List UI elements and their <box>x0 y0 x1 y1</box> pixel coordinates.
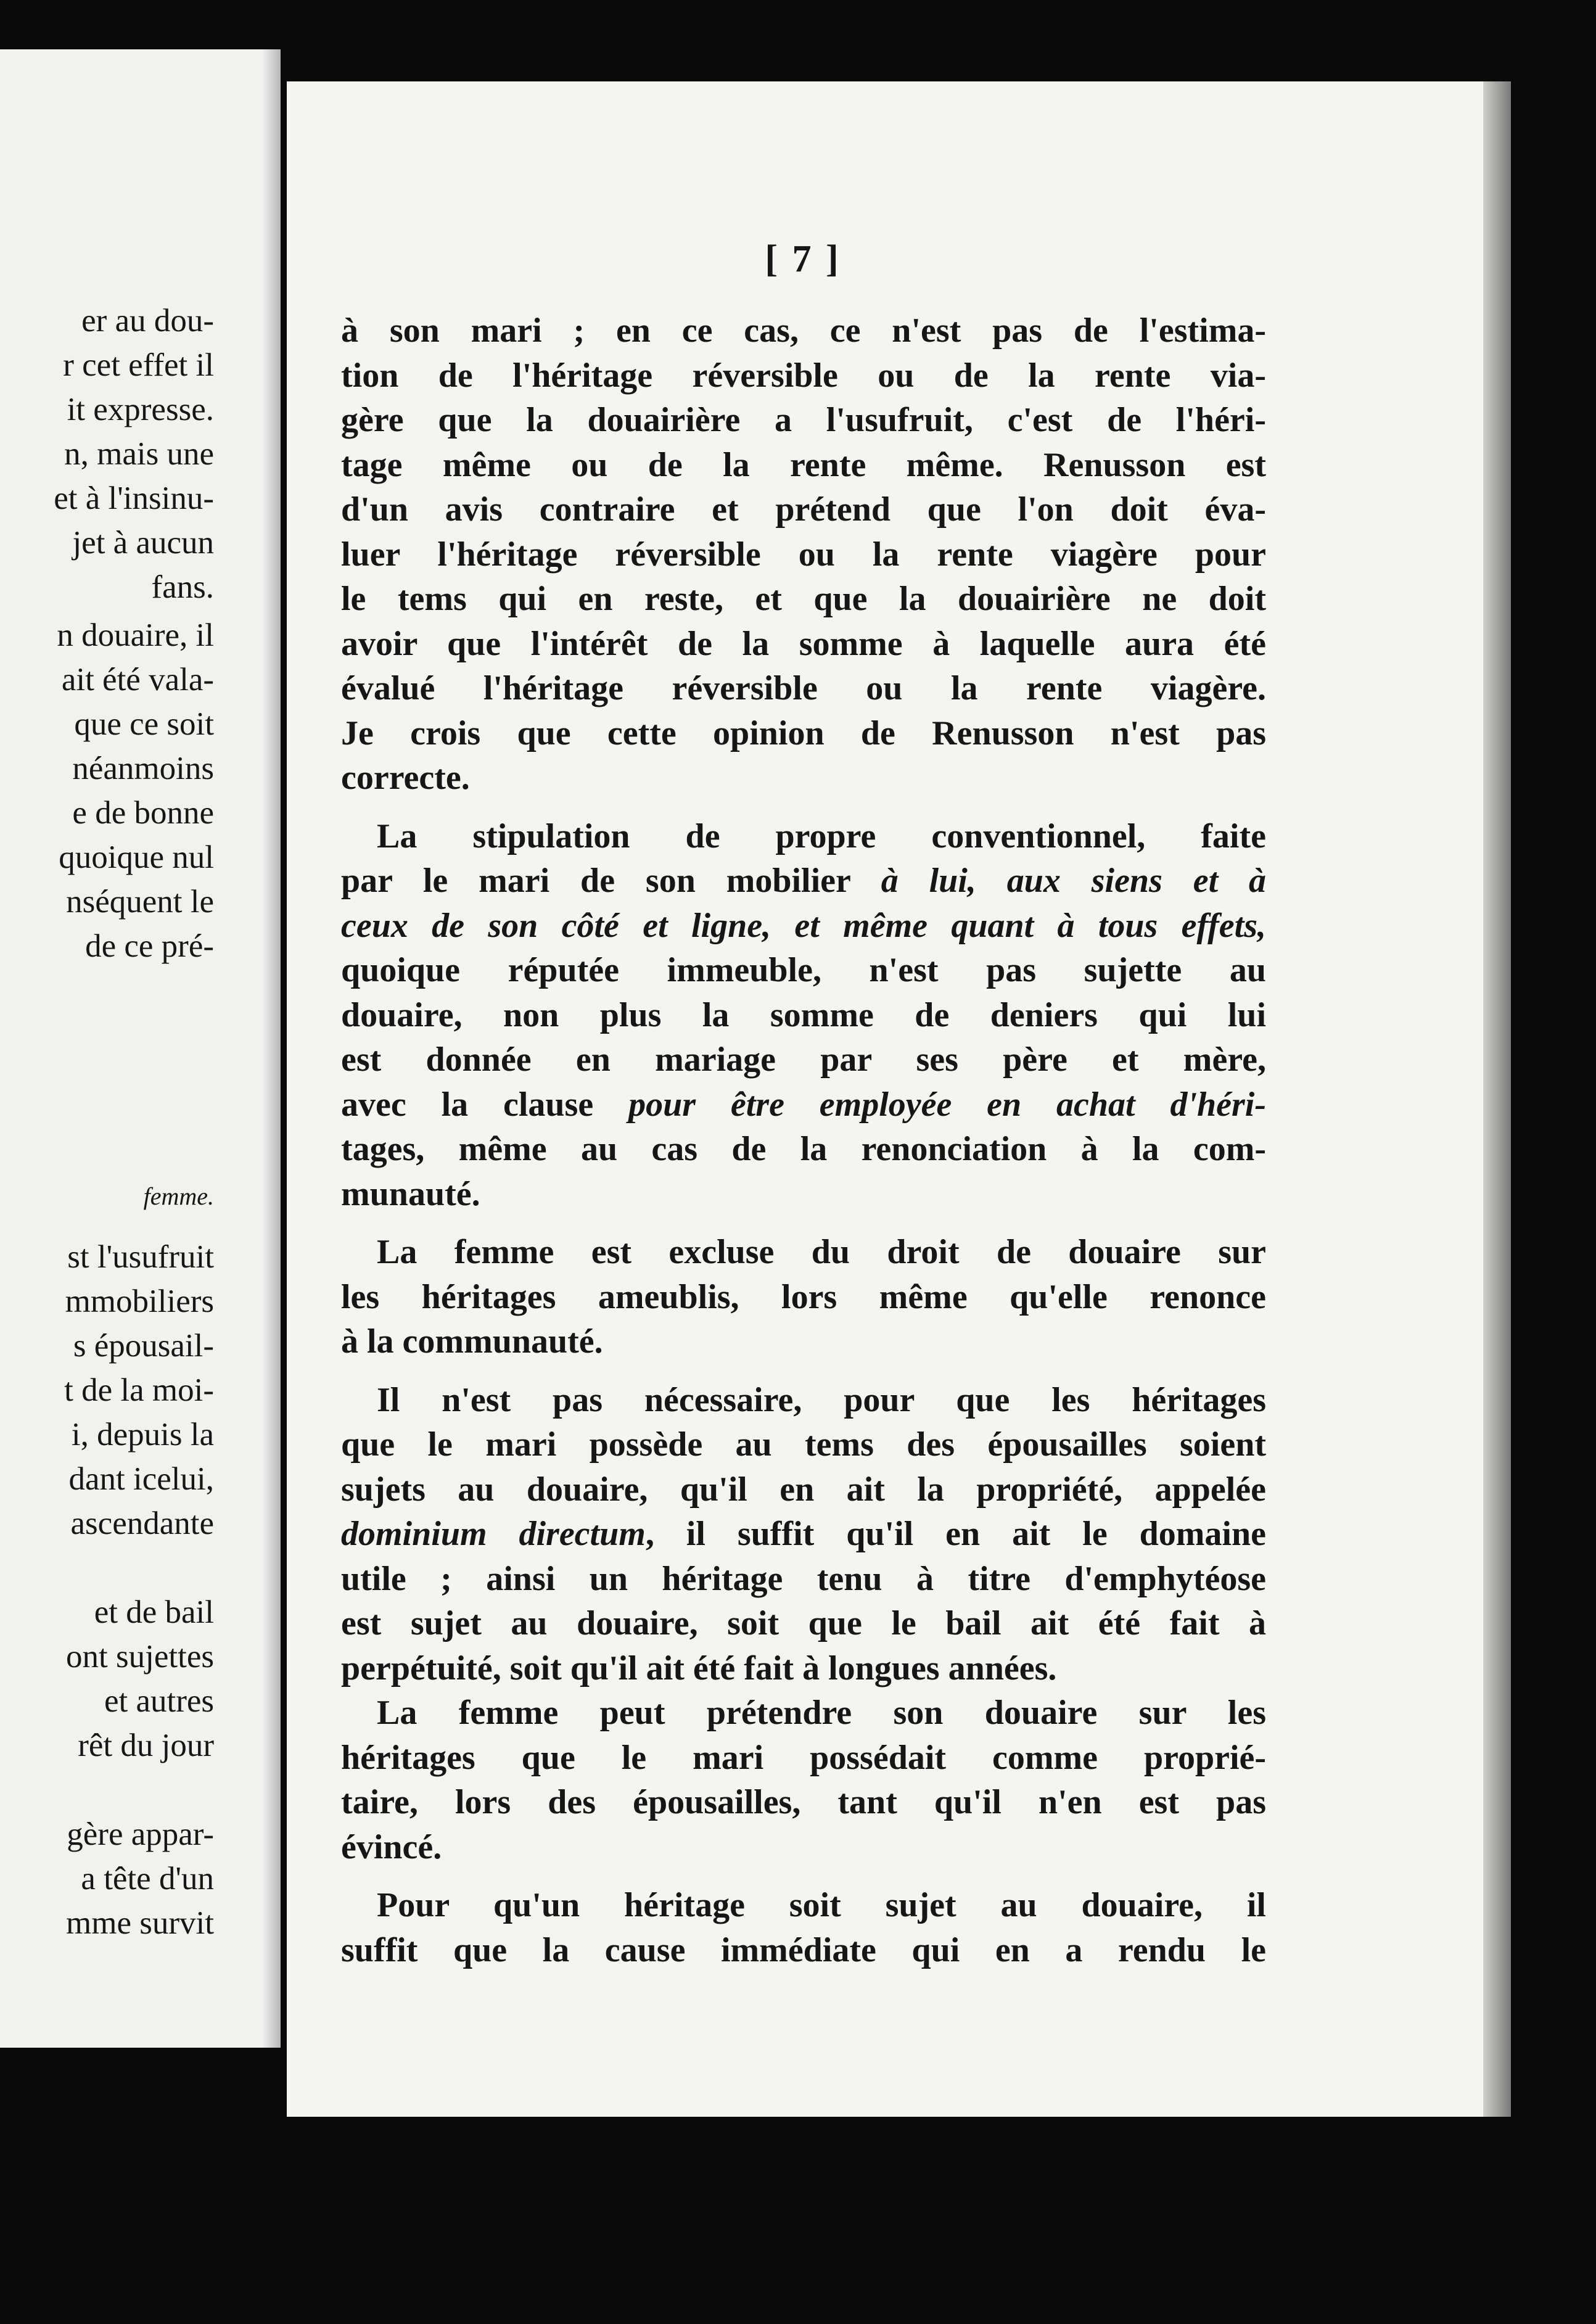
text-line: tion de l'héritage réversible ou de la rente via- <box>341 356 1266 395</box>
text-line: luer l'héritage réversible ou la rente viagère pour <box>341 535 1266 574</box>
text-line: tage même ou de la rente même. Renusson est <box>341 445 1266 484</box>
text-run: , il suffit qu'il en ait le domaine <box>645 1515 1266 1553</box>
paragraph-1 <box>341 308 1266 801</box>
italic-run: pour être employée en achat d'héri- <box>628 1085 1267 1124</box>
left-line: que ce soit <box>74 706 214 742</box>
italic-run: dominium directum <box>341 1515 646 1553</box>
text-line: sujets au douaire, qu'il en ait la propriété, appelée <box>341 1470 1266 1509</box>
page-number: [ 7 ] <box>765 238 841 280</box>
page-text <box>341 308 1266 1972</box>
left-line: er au dou- <box>81 303 214 339</box>
paragraph-4 <box>341 1378 1266 1691</box>
paragraph-2 <box>341 814 1266 1217</box>
left-line: ascendante <box>70 1506 214 1541</box>
text-line: le tems qui en reste, et que la douairière ne doit <box>341 580 1266 618</box>
left-line: et à l'insinu- <box>54 480 214 516</box>
text-line: évalué l'héritage réversible ou la rente viagère. <box>341 669 1266 707</box>
left-line: de ce pré- <box>85 928 214 964</box>
text-line: douaire, non plus la somme de deniers qui lui <box>341 995 1266 1034</box>
text-line: Pour qu'un héritage soit sujet au douaire, il <box>377 1886 1266 1924</box>
text-line: gère que la douairière a l'usufruit, c'est de l'héri- <box>341 401 1266 439</box>
text-line: taire, lors des épousailles, tant qu'il n'en est pas <box>341 1783 1266 1821</box>
text-line: à son mari ; en ce cas, ce n'est pas de l'estima- <box>341 311 1266 350</box>
page-edge-shadow <box>1483 81 1511 2117</box>
text-line: correcte. <box>341 759 470 797</box>
italic-run: à lui, aux siens et à <box>881 862 1266 900</box>
left-line: gère appar- <box>67 1816 214 1852</box>
left-line: s épousail- <box>73 1328 214 1364</box>
text-line: que le mari possède au tems des épousailles soient <box>341 1425 1266 1464</box>
left-line: mmobiliers <box>65 1284 214 1319</box>
text-run: par le mari de son mobilier <box>341 862 850 900</box>
text-line <box>341 859 1266 904</box>
text-line <box>341 1512 1266 1557</box>
left-line: et de bail <box>94 1594 214 1630</box>
left-line: st l'usufruit <box>67 1239 214 1275</box>
left-line: fans. <box>151 569 214 605</box>
left-line: ait été vala- <box>61 662 214 698</box>
left-line: it expresse. <box>67 392 214 427</box>
left-line: n douaire, il <box>57 617 214 653</box>
text-line <box>341 1082 1266 1127</box>
left-line: a tête d'un <box>81 1861 214 1897</box>
text-line: utile ; ainsi un héritage tenu à titre d'emphytéose <box>341 1559 1266 1598</box>
text-line: avoir que l'intérêt de la somme à laquelle aura été <box>341 624 1266 663</box>
text-line: Je crois que cette opinion de Renusson n'est pas <box>341 714 1266 752</box>
left-line: n, mais une <box>64 436 214 472</box>
text-line: La stipulation de propre conventionnel, faite <box>377 817 1266 855</box>
text-line: Il n'est pas nécessaire, pour que les héritages <box>377 1380 1266 1419</box>
text-line: perpétuité, soit qu'il ait été fait à longues années. <box>341 1649 1057 1687</box>
left-line: quoique nul <box>59 839 214 875</box>
italic-run: ceux de son côté et ligne, et même quant à tous effets, <box>341 906 1266 945</box>
left-line: jet à aucun <box>72 525 214 561</box>
paragraph-5 <box>341 1691 1266 1869</box>
text-line: suffit que la cause immédiate qui en a rendu le <box>341 1930 1266 1969</box>
paragraph-3 <box>341 1230 1266 1364</box>
text-line: La femme est exclusе du droit de douaire sur <box>377 1233 1266 1271</box>
text-line: quoique réputée immeuble, n'est pas sujette au <box>341 951 1266 989</box>
text-line: les héritages ameublis, lors même qu'elle renonce <box>341 1277 1266 1316</box>
left-line: ont sujettes <box>66 1639 214 1675</box>
text-line: est donnée en mariage par ses père et mère, <box>341 1040 1266 1079</box>
text-line <box>341 904 1266 949</box>
left-line: mme survit <box>66 1905 214 1941</box>
text-line: à la communauté. <box>341 1322 603 1361</box>
paragraph-6 <box>341 1883 1266 1972</box>
left-line: rêt du jour <box>78 1728 214 1763</box>
text-run: avec la clause <box>341 1085 594 1124</box>
left-line: nséquent le <box>66 884 214 920</box>
text-line: est sujet au douaire, soit que le bail ait été fait à <box>341 1604 1266 1642</box>
text-line: tages, même au cas de la renonciation à la com- <box>341 1130 1266 1168</box>
left-line: t de la moi- <box>64 1372 214 1408</box>
text-line: munauté. <box>341 1174 480 1213</box>
left-line: néanmoins <box>72 751 214 786</box>
left-page-fragment <box>0 49 281 2048</box>
left-line: femme. <box>143 1182 214 1210</box>
left-line: r cet effet il <box>63 347 214 383</box>
left-line: e de bonne <box>72 795 214 831</box>
text-line: d'un avis contraire et prétend que l'on doit éva- <box>341 490 1266 529</box>
text-line: La femme peut prétendre son douaire sur les <box>377 1694 1266 1732</box>
text-line: évincé. <box>341 1827 442 1866</box>
left-line: i, depuis la <box>71 1417 214 1452</box>
text-line: héritages que le mari possédait comme proprié- <box>341 1738 1266 1777</box>
left-line: dant icelui, <box>68 1461 214 1497</box>
left-line: et autres <box>104 1683 214 1719</box>
